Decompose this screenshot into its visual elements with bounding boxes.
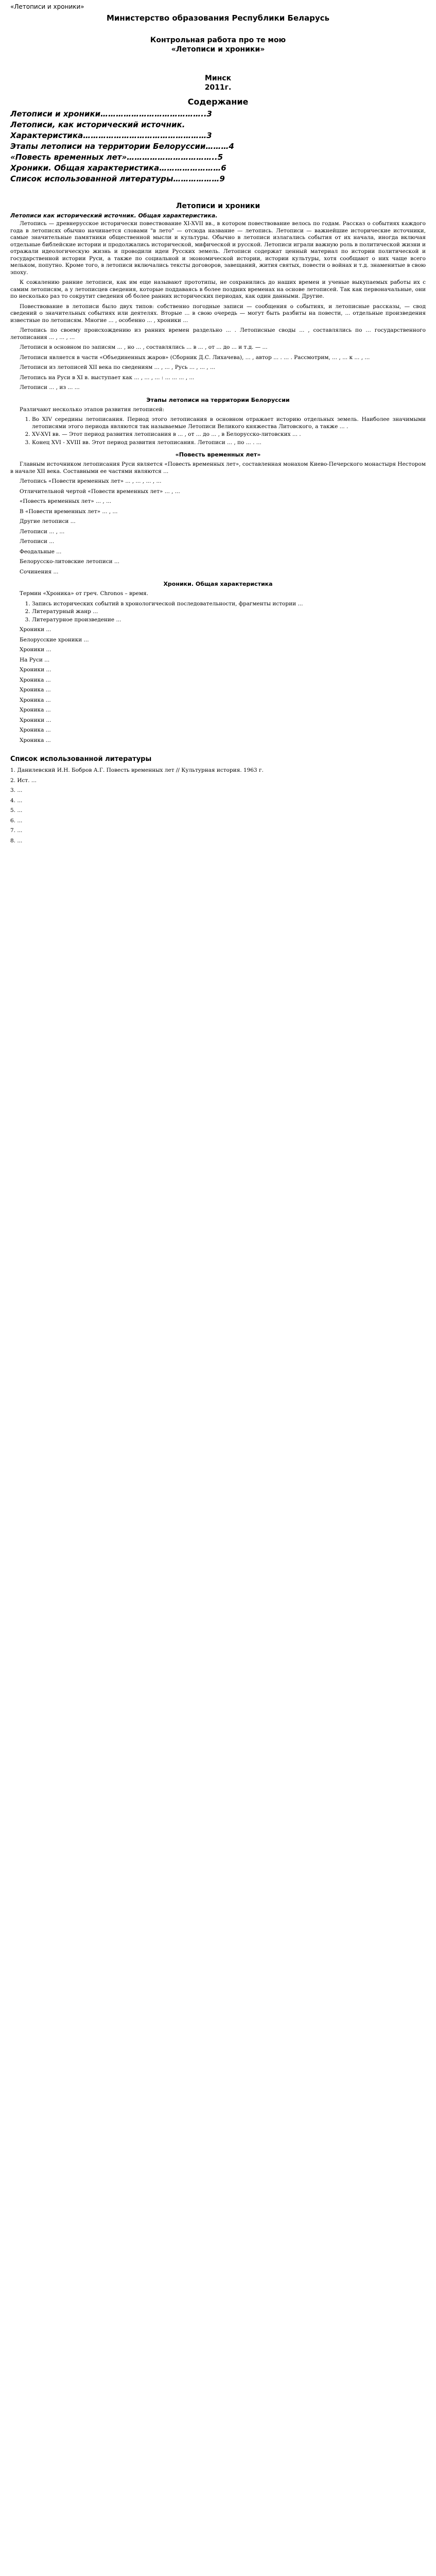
paragraph: Хроника ... xyxy=(20,676,51,683)
bibliography-item: 2. Ист. ... xyxy=(10,777,37,784)
paragraph: Хроника ... xyxy=(20,727,51,733)
stages-list xyxy=(10,416,426,446)
paragraph: Хроники ... xyxy=(20,667,51,673)
toc-item[interactable] xyxy=(10,120,426,130)
paragraph: Хроника ... xyxy=(20,697,51,703)
section-title: Летописи и хроники xyxy=(176,202,260,210)
paragraph: Летописи ... , из ... ... xyxy=(20,384,80,391)
year: 2011г. xyxy=(204,83,232,92)
toc-title: Содержание xyxy=(187,97,249,107)
list-item: 1. Запись исторических событий в хронологической последовательности, фрагменты истории ... xyxy=(32,601,426,608)
bibliography-item: 5. ... xyxy=(10,807,23,814)
bibliography-list xyxy=(10,767,426,844)
list-item: 2. Литературный жанр ... xyxy=(32,608,426,616)
section-title: Этапы летописи на территории Белоруссии xyxy=(146,396,290,403)
toc-item[interactable] xyxy=(10,152,426,163)
paragraph: Главным источником летописания Руси является «Повесть временных лет», составленная монахом Киево-Печерского монастыря Нестором в начале XII века. Составными ее частями являются ... xyxy=(10,461,426,474)
paragraph: Летописи ... , ... xyxy=(20,528,65,535)
bibliography-item: 8. ... xyxy=(10,837,23,844)
paragraph: Летопись на Руси в XI в. выступает как ... , ... , ... : ... ... ... , ... xyxy=(20,374,195,381)
toc-link[interactable]: Хроники. Общая характеристика……………………6 xyxy=(10,163,226,173)
paragraph: Термин «Хроника» от греч. Chronos – время. xyxy=(20,590,148,597)
toc-item[interactable] xyxy=(10,163,426,174)
work-topic: «Летописи и хроники» xyxy=(171,45,265,54)
paragraph: Летопись по своему происхождению из ранних времен раздельно ... . Летописные своды ... , составлялись по … государственного летописания ... , ... , ... xyxy=(10,327,426,341)
paragraph: Повествование в летописи было двух типов: собственно погодные записи — сообщения о событиях, и летописные рассказы, — свод сведений о значительных событиях или деятелях. Вторые ... в свою очередь — могут быть разбиты на повести, ... отдельные произведения известные по летописям. Многие ... , особенно ... , хроники ... xyxy=(10,303,426,324)
definitions-list xyxy=(10,601,426,624)
document-page xyxy=(0,0,436,858)
toc-item[interactable] xyxy=(10,109,426,120)
toc-link[interactable]: «Повесть временных лет»……………………………..5 xyxy=(10,152,223,162)
paragraph: Хроника ... xyxy=(20,707,51,713)
bibliography-item: 3. ... xyxy=(10,787,23,793)
paragraph: Феодальные ... xyxy=(20,548,62,555)
toc-link[interactable]: Характеристика…………………………………………3 xyxy=(10,131,212,140)
section-title: Хроники. Общая характеристика xyxy=(163,581,273,587)
list-item: 3. Литературное произведение ... xyxy=(32,617,426,624)
paragraph: Белорусские хроники ... xyxy=(20,636,89,643)
toc-item[interactable] xyxy=(10,174,426,184)
paragraph: В «Повести временных лет» ... , ... xyxy=(20,508,118,515)
toc-link[interactable]: Летописи и хроники…………………………………..3 xyxy=(10,109,212,118)
bibliography-item: 1. Данилевский И.Н. Бобров А.Г. Повесть временных лет // Культурная история. 1963 г. xyxy=(10,767,264,773)
section-subtitle: Летописи как исторический источник. Общая характеристика. xyxy=(10,212,218,219)
city: Минск xyxy=(204,74,232,82)
paragraph: Другие летописи ... xyxy=(20,518,76,524)
bibliography-item: 6. ... xyxy=(10,817,23,824)
bibliography-title: Список использованной литературы xyxy=(10,755,152,763)
paragraph: Хроника ... xyxy=(20,737,51,743)
paragraph: Отличительной чертой «Повести временных лет» ... , ... xyxy=(20,488,180,495)
document-name: «Летописи и хроники» xyxy=(10,3,84,10)
paragraph: Хроники ... xyxy=(20,717,51,723)
table-of-contents xyxy=(10,109,426,184)
paragraph: Летопись «Повести временных лет» ... , ... , ... , ... xyxy=(20,478,162,484)
paragraph: Белорусско-литовские летописи ... xyxy=(20,558,119,565)
paragraph: «Повесть временных лет» ... , ... xyxy=(20,498,112,504)
paragraph: Хроники ... xyxy=(20,647,51,653)
paragraph: Сочинения ... xyxy=(20,568,59,575)
toc-link[interactable]: Список использованной литературы………………9 xyxy=(10,174,225,183)
toc-link[interactable]: Этапы летописи на территории Белоруссии………4 xyxy=(10,142,234,151)
list-item: 2. XV-XVI вв. — Этот период развития летописания в ... , от ... до ... , в Белорусско-литовских ... . xyxy=(32,431,426,438)
paragraph: Хроника ... xyxy=(20,687,51,693)
paragraph: Летописи является в части «Объединенных жаров» (Сборник Д.С. Лихачева), ... , автор ... . ... . Рассмотрим, ... , ... к ... , ... xyxy=(20,354,370,361)
paragraph: К сожалению ранние летописи, как им еще называют прототипы, не сохранились до наших времен и ученые выкупаемых работы их с самим летописям, а у летописцев сведения, которые поддаваясь в более поздних временах на основе летописей. Так как первоначальные, они по несколько раз то сокрутит сведения об более ранних исторических периодах, как один данными. Другие. xyxy=(10,279,426,299)
bibliography-item: 7. ... xyxy=(10,827,23,834)
paragraph: Летопись — древнерусское исторически повествование XI-XVII вв., в котором повествование велось по годам. Рассказ о событиях каждого года в летописях обычно начинается словами "в лето" — отсюда название — летопись. Летописи — важнейшие исторические источники, самые значительные памятники общественной мысли и культуры. Обычно в летописи излагались события от их начала, иногда включая отдельные библейские истории и продолжались исторической, мифической и русской. Летописи играли важную роль в политической жизни и отражали идеологическую жизнь и проводили идеи Русских земель. Летописи содержат ценный материал по истории политической и государственной истории Руси, а также по социальной и экономической истории, истории культуры, хотя сообщают о них чаще всего мельком, попутно. Кроме того, в летописи включались тексты договоров, завещаний, жития святых, повести о войнах и т.д. знаменитые в свою эпоху. xyxy=(10,221,426,276)
toc-item[interactable] xyxy=(10,141,426,152)
ministry-heading: Министерство образования Республики Беларусь xyxy=(106,13,330,23)
list-item: 3. Конец XVI - XVIII вв. Этот период развития летописания. Летописи ... , по ... . ... xyxy=(32,439,426,447)
paragraph: Различают несколько этапов развития летописей: xyxy=(20,406,165,413)
list-item: 1. Во XIV середины летописания. Период этого летописания в основном отражает историю отдельных земель. Наиболее значимыми летописями этого периода являются так называемые Летописи Великого княжества Литовского, а также ... . xyxy=(32,416,426,430)
paragraph: Летописи из летописей XII века по сведениям ... , ... , Русь ... , ... , ... xyxy=(20,364,215,370)
section-title: «Повесть временных лет» xyxy=(175,451,261,458)
paragraph: На Руси ... xyxy=(20,656,50,663)
toc-item[interactable] xyxy=(10,130,426,141)
work-kind: Контрольная работа про те мою xyxy=(150,36,286,44)
toc-link[interactable]: Летописи, как исторический источник. xyxy=(10,120,185,129)
bibliography-item: 4. ... xyxy=(10,797,23,804)
paragraph: Летописи ... xyxy=(20,538,55,545)
paragraph: Хроники ... xyxy=(20,626,51,633)
paragraph: Летописи в основном по записям ... , но ... , составлялись ... в ... , от ... до ... и т.д. — ... xyxy=(20,344,268,350)
